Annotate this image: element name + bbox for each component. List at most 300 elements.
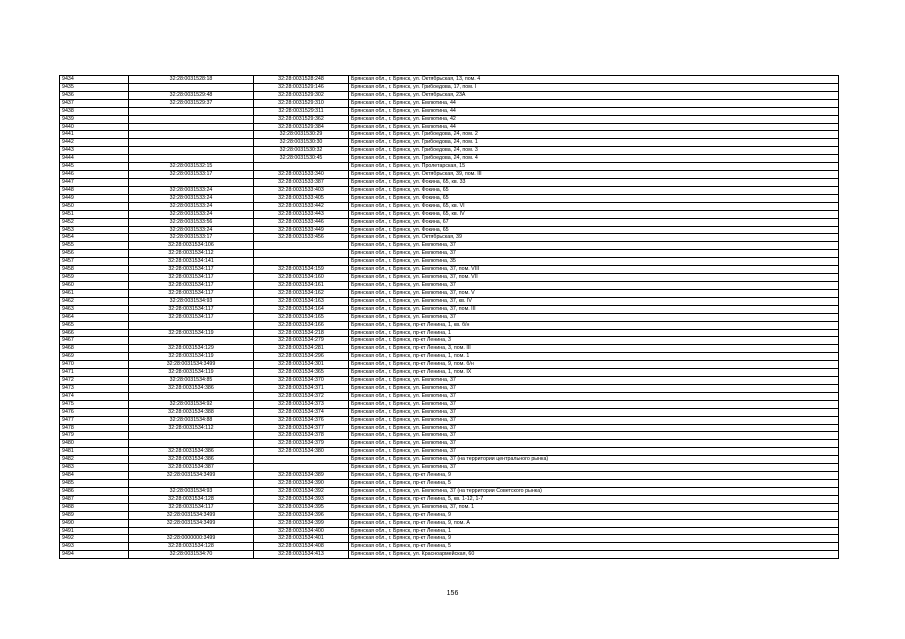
row-number-cell: 9454 <box>60 234 129 242</box>
land-cadastral-number-cell: 32:28:0031529:37 <box>129 99 254 107</box>
address-cell: Брянская обл., г. Брянск, ул. Емлютина, 37 <box>349 448 839 456</box>
address-cell: Брянская обл., г. Брянск, пр-кт Ленина, 9 <box>349 535 839 543</box>
table-row <box>60 202 839 210</box>
land-cadastral-number-cell: 32:28:0031534:93 <box>129 297 254 305</box>
object-cadastral-number-cell <box>254 258 349 266</box>
address-cell: Брянская обл., г. Брянск, пр-кт Ленина, 9 <box>349 472 839 480</box>
address-cell: Брянская обл., г. Брянск, пр-кт Ленина, 1, кв. б/н <box>349 321 839 329</box>
object-cadastral-number-cell: 32:28:0031529:146 <box>254 83 349 91</box>
table-row <box>60 495 839 503</box>
address-cell: Брянская обл., г. Брянск, ул. Емлютина, 37 <box>349 392 839 400</box>
table-row <box>60 503 839 511</box>
address-cell: Брянская обл., г. Брянск, пр-кт Ленина, 5 <box>349 543 839 551</box>
land-cadastral-number-cell <box>129 480 254 488</box>
row-number-cell: 9474 <box>60 392 129 400</box>
row-number-cell: 9481 <box>60 448 129 456</box>
object-cadastral-number-cell: 32:28:0031534:162 <box>254 289 349 297</box>
address-cell: Брянская обл., г. Брянск, ул. Фокина, 65 <box>349 186 839 194</box>
land-cadastral-number-cell: 32:28:0031534:129 <box>129 345 254 353</box>
address-cell: Брянская обл., г. Брянск, ул. Пролетарская, 15 <box>349 163 839 171</box>
address-cell: Брянская обл., г. Брянск, ул. Фокина, 65 <box>349 226 839 234</box>
address-cell: Брянская обл., г. Брянск, ул. Октябрьская, 39 <box>349 234 839 242</box>
address-cell: Брянская обл., г. Брянск, пр-кт Ленина, 9 <box>349 511 839 519</box>
land-cadastral-number-cell <box>129 123 254 131</box>
object-cadastral-number-cell: 32:28:0031534:296 <box>254 353 349 361</box>
land-cadastral-number-cell: 32:28:0031534:117 <box>129 281 254 289</box>
table-row <box>60 408 839 416</box>
table-row <box>60 91 839 99</box>
row-number-cell: 9485 <box>60 480 129 488</box>
table-row <box>60 281 839 289</box>
object-cadastral-number-cell: 32:28:0031534:279 <box>254 337 349 345</box>
land-cadastral-number-cell: 32:28:0031533:17 <box>129 234 254 242</box>
row-number-cell: 9448 <box>60 186 129 194</box>
table-row <box>60 321 839 329</box>
address-cell: Брянская обл., г. Брянск, ул. Фокина, 65 <box>349 194 839 202</box>
object-cadastral-number-cell: 32:28:0031534:281 <box>254 345 349 353</box>
table-row <box>60 123 839 131</box>
table-row <box>60 369 839 377</box>
table-row <box>60 218 839 226</box>
object-cadastral-number-cell <box>254 163 349 171</box>
table-row <box>60 289 839 297</box>
page-number: 156 <box>446 590 459 597</box>
land-cadastral-number-cell: 32:28:0031533:56 <box>129 218 254 226</box>
row-number-cell: 9473 <box>60 384 129 392</box>
object-cadastral-number-cell: 32:28:0031534:392 <box>254 487 349 495</box>
object-cadastral-number-cell: 32:28:0031534:413 <box>254 551 349 559</box>
object-cadastral-number-cell <box>254 464 349 472</box>
address-cell: Брянская обл., г. Брянск, ул. Емлютина, 37 <box>349 313 839 321</box>
object-cadastral-number-cell: 32:28:0031534:379 <box>254 440 349 448</box>
address-cell: Брянская обл., г. Брянск, ул. Емлютина, 37 <box>349 242 839 250</box>
address-cell: Брянская обл., г. Брянск, ул. Емлютина, 37 <box>349 377 839 385</box>
address-cell: Брянская обл., г. Брянск, ул. Красноармейская, 60 <box>349 551 839 559</box>
row-number-cell: 9486 <box>60 487 129 495</box>
table-row <box>60 250 839 258</box>
row-number-cell: 9444 <box>60 155 129 163</box>
address-cell: Брянская обл., г. Брянск, ул. Емлютина, 37, пом. VIII <box>349 266 839 274</box>
object-cadastral-number-cell: 32:28:0031529:311 <box>254 107 349 115</box>
object-cadastral-number-cell: 32:28:0031533:405 <box>254 194 349 202</box>
address-cell: Брянская обл., г. Брянск, ул. Емлютина, 44 <box>349 107 839 115</box>
row-number-cell: 9452 <box>60 218 129 226</box>
land-cadastral-number-cell: 32:28:0031534:70 <box>129 551 254 559</box>
object-cadastral-number-cell: 32:28:0031534:373 <box>254 400 349 408</box>
address-cell: Брянская обл., г. Брянск, ул. Емлютина, 37 <box>349 408 839 416</box>
row-number-cell: 9484 <box>60 472 129 480</box>
land-cadastral-number-cell <box>129 392 254 400</box>
table-row <box>60 448 839 456</box>
address-cell: Брянская обл., г. Брянск, пр-кт Ленина, 5, кв. 1-12, 1-7 <box>349 495 839 503</box>
registry-table <box>59 75 839 559</box>
address-cell: Брянская обл., г. Брянск, ул. Емлютина, 37 <box>349 464 839 472</box>
table-row <box>60 210 839 218</box>
object-cadastral-number-cell: 32:28:0031534:408 <box>254 543 349 551</box>
land-cadastral-number-cell: 32:28:0031534:141 <box>129 258 254 266</box>
land-cadastral-number-cell <box>129 139 254 147</box>
address-cell: Брянская обл., г. Брянск, ул. Грибоедова, 24, пом. 2 <box>349 131 839 139</box>
object-cadastral-number-cell: 32:28:0031533:446 <box>254 218 349 226</box>
address-cell: Брянская обл., г. Брянск, ул. Емлютина, 37 <box>349 400 839 408</box>
land-cadastral-number-cell: 32:28:0031534:3499 <box>129 472 254 480</box>
row-number-cell: 9451 <box>60 210 129 218</box>
row-number-cell: 9465 <box>60 321 129 329</box>
table-row <box>60 384 839 392</box>
land-cadastral-number-cell <box>129 178 254 186</box>
land-cadastral-number-cell <box>129 83 254 91</box>
address-cell: Брянская обл., г. Брянск, ул. Емлютина, 37, пом. V <box>349 289 839 297</box>
address-cell: Брянская обл., г. Брянск, ул. Фокина, 65, кв. IV <box>349 210 839 218</box>
object-cadastral-number-cell: 32:28:0031534:374 <box>254 408 349 416</box>
object-cadastral-number-cell: 32:28:0031533:340 <box>254 171 349 179</box>
table-row <box>60 440 839 448</box>
row-number-cell: 9472 <box>60 377 129 385</box>
address-cell: Брянская обл., г. Брянск, ул. Октябрьская, 39, пом. III <box>349 171 839 179</box>
land-cadastral-number-cell <box>129 115 254 123</box>
table-row <box>60 139 839 147</box>
land-cadastral-number-cell: 32:28:0031534:106 <box>129 242 254 250</box>
table-row <box>60 163 839 171</box>
table-row <box>60 186 839 194</box>
land-cadastral-number-cell <box>129 337 254 345</box>
object-cadastral-number-cell: 32:28:0031534:371 <box>254 384 349 392</box>
address-cell: Брянская обл., г. Брянск, ул. Октябрьская, 23А <box>349 91 839 99</box>
object-cadastral-number-cell: 32:28:0031534:395 <box>254 503 349 511</box>
address-cell: Брянская обл., г. Брянск, ул. Емлютина, 35 <box>349 258 839 266</box>
address-cell: Брянская обл., г. Брянск, пр-кт Ленина, 1, пом. IX <box>349 369 839 377</box>
object-cadastral-number-cell: 32:28:0031534:378 <box>254 432 349 440</box>
land-cadastral-number-cell: 32:28:0031534:128 <box>129 543 254 551</box>
address-cell: Брянская обл., г. Брянск, ул. Емлютина, 44 <box>349 123 839 131</box>
table-row <box>60 551 839 559</box>
object-cadastral-number-cell: 32:28:0031529:310 <box>254 99 349 107</box>
row-number-cell: 9456 <box>60 250 129 258</box>
row-number-cell: 9482 <box>60 456 129 464</box>
row-number-cell: 9494 <box>60 551 129 559</box>
table-row <box>60 400 839 408</box>
table-row <box>60 535 839 543</box>
row-number-cell: 9483 <box>60 464 129 472</box>
row-number-cell: 9434 <box>60 76 129 84</box>
land-cadastral-number-cell: 32:28:0031533:24 <box>129 210 254 218</box>
address-cell: Брянская обл., г. Брянск, ул. Емлютина, 37 <box>349 384 839 392</box>
row-number-cell: 9463 <box>60 305 129 313</box>
table-row <box>60 147 839 155</box>
row-number-cell: 9470 <box>60 361 129 369</box>
table-row <box>60 424 839 432</box>
object-cadastral-number-cell: 32:28:0031533:456 <box>254 234 349 242</box>
land-cadastral-number-cell: 32:28:0031534:119 <box>129 353 254 361</box>
object-cadastral-number-cell: 32:28:0031530:32 <box>254 147 349 155</box>
object-cadastral-number-cell: 32:28:0031534:370 <box>254 377 349 385</box>
object-cadastral-number-cell: 32:28:0031534:372 <box>254 392 349 400</box>
object-cadastral-number-cell: 32:28:0031533:387 <box>254 178 349 186</box>
land-cadastral-number-cell: 32:28:0031534:117 <box>129 266 254 274</box>
table-row <box>60 472 839 480</box>
row-number-cell: 9469 <box>60 353 129 361</box>
land-cadastral-number-cell <box>129 107 254 115</box>
land-cadastral-number-cell: 32:28:0031534:387 <box>129 464 254 472</box>
table-row <box>60 115 839 123</box>
table-row <box>60 361 839 369</box>
row-number-cell: 9440 <box>60 123 129 131</box>
object-cadastral-number-cell: 32:28:0031534:400 <box>254 527 349 535</box>
address-cell: Брянская обл., г. Брянск, ул. Емлютина, 44 <box>349 99 839 107</box>
table-row <box>60 519 839 527</box>
table-row <box>60 234 839 242</box>
row-number-cell: 9490 <box>60 519 129 527</box>
address-cell: Брянская обл., г. Брянск, пр-кт Ленина, 1 <box>349 527 839 535</box>
address-cell: Брянская обл., г. Брянск, ул. Емлютина, 37 <box>349 424 839 432</box>
row-number-cell: 9450 <box>60 202 129 210</box>
address-cell: Брянская обл., г. Брянск, ул. Емлютина, 42 <box>349 115 839 123</box>
row-number-cell: 9471 <box>60 369 129 377</box>
table-row <box>60 76 839 84</box>
object-cadastral-number-cell: 32:28:0031534:380 <box>254 448 349 456</box>
object-cadastral-number-cell: 32:28:0031534:399 <box>254 519 349 527</box>
table-row <box>60 258 839 266</box>
row-number-cell: 9457 <box>60 258 129 266</box>
row-number-cell: 9461 <box>60 289 129 297</box>
address-cell: Брянская обл., г. Брянск, ул. Октябрьская, 13, пом. 4 <box>349 76 839 84</box>
table-row <box>60 337 839 345</box>
object-cadastral-number-cell <box>254 242 349 250</box>
table-row <box>60 313 839 321</box>
land-cadastral-number-cell: 32:28:0031534:85 <box>129 377 254 385</box>
address-cell: Брянская обл., г. Брянск, пр-кт Ленина, 1 <box>349 329 839 337</box>
object-cadastral-number-cell: 32:28:0031534:218 <box>254 329 349 337</box>
object-cadastral-number-cell: 32:28:0031534:390 <box>254 480 349 488</box>
object-cadastral-number-cell: 32:28:0031534:401 <box>254 535 349 543</box>
table-row <box>60 353 839 361</box>
land-cadastral-number-cell: 32:28:0031534:3499 <box>129 519 254 527</box>
row-number-cell: 9435 <box>60 83 129 91</box>
object-cadastral-number-cell: 32:28:0031534:164 <box>254 305 349 313</box>
object-cadastral-number-cell: 32:28:0031529:362 <box>254 115 349 123</box>
row-number-cell: 9462 <box>60 297 129 305</box>
object-cadastral-number-cell <box>254 456 349 464</box>
address-cell: Брянская обл., г. Брянск, пр-кт Ленина, 5 <box>349 480 839 488</box>
address-cell: Брянская обл., г. Брянск, ул. Емлютина, 37 <box>349 432 839 440</box>
land-cadastral-number-cell: 32:28:0031534:3499 <box>129 361 254 369</box>
address-cell: Брянская обл., г. Брянск, ул. Емлютина, 37 <box>349 250 839 258</box>
address-cell: Брянская обл., г. Брянск, ул. Фокина, 65, кв. 33 <box>349 178 839 186</box>
object-cadastral-number-cell: 32:28:0031530:45 <box>254 155 349 163</box>
table-row <box>60 377 839 385</box>
address-cell: Брянская обл., г. Брянск, пр-кт Ленина, 9, пом. А <box>349 519 839 527</box>
row-number-cell: 9479 <box>60 432 129 440</box>
object-cadastral-number-cell: 32:28:0031529:302 <box>254 91 349 99</box>
registry-table-body <box>60 76 839 559</box>
object-cadastral-number-cell: 32:28:0031533:449 <box>254 226 349 234</box>
row-number-cell: 9487 <box>60 495 129 503</box>
land-cadastral-number-cell: 32:28:0031533:24 <box>129 202 254 210</box>
address-cell: Брянская обл., г. Брянск, ул. Емлютина, 37 <box>349 440 839 448</box>
object-cadastral-number-cell: 32:28:0031534:159 <box>254 266 349 274</box>
object-cadastral-number-cell: 32:28:0031533:442 <box>254 202 349 210</box>
land-cadastral-number-cell: 32:28:0031534:119 <box>129 369 254 377</box>
address-cell: Брянская обл., г. Брянск, ул. Емлютина, 37, пом. 1 <box>349 503 839 511</box>
land-cadastral-number-cell: 32:28:0031534:112 <box>129 250 254 258</box>
row-number-cell: 9464 <box>60 313 129 321</box>
land-cadastral-number-cell: 32:28:0031534:386 <box>129 384 254 392</box>
row-number-cell: 9436 <box>60 91 129 99</box>
object-cadastral-number-cell: 32:28:0031530:29 <box>254 131 349 139</box>
land-cadastral-number-cell <box>129 527 254 535</box>
row-number-cell: 9467 <box>60 337 129 345</box>
row-number-cell: 9438 <box>60 107 129 115</box>
row-number-cell: 9453 <box>60 226 129 234</box>
table-row <box>60 464 839 472</box>
object-cadastral-number-cell: 32:28:0031533:443 <box>254 210 349 218</box>
row-number-cell: 9480 <box>60 440 129 448</box>
table-row <box>60 487 839 495</box>
object-cadastral-number-cell <box>254 250 349 258</box>
row-number-cell: 9446 <box>60 171 129 179</box>
land-cadastral-number-cell: 32:28:0031534:119 <box>129 329 254 337</box>
object-cadastral-number-cell: 32:28:0031534:376 <box>254 416 349 424</box>
row-number-cell: 9449 <box>60 194 129 202</box>
land-cadastral-number-cell: 32:28:0031534:92 <box>129 400 254 408</box>
address-cell: Брянская обл., г. Брянск, пр-кт Ленина, 9, пом. б/н <box>349 361 839 369</box>
land-cadastral-number-cell: 32:28:0031534:117 <box>129 313 254 321</box>
land-cadastral-number-cell: 32:28:0031533:24 <box>129 194 254 202</box>
land-cadastral-number-cell: 32:28:0031534:117 <box>129 503 254 511</box>
land-cadastral-number-cell <box>129 131 254 139</box>
table-row <box>60 274 839 282</box>
object-cadastral-number-cell: 32:28:0031534:163 <box>254 297 349 305</box>
land-cadastral-number-cell: 32:28:0031534:388 <box>129 408 254 416</box>
object-cadastral-number-cell: 32:28:0031533:403 <box>254 186 349 194</box>
row-number-cell: 9491 <box>60 527 129 535</box>
table-row <box>60 171 839 179</box>
object-cadastral-number-cell: 32:28:0031534:377 <box>254 424 349 432</box>
land-cadastral-number-cell: 32:28:0031534:117 <box>129 289 254 297</box>
row-number-cell: 9466 <box>60 329 129 337</box>
address-cell: Брянская обл., г. Брянск, ул. Грибоедова, 17, пом. I <box>349 83 839 91</box>
table-row <box>60 242 839 250</box>
land-cadastral-number-cell: 32:28:0031534:117 <box>129 305 254 313</box>
table-row <box>60 297 839 305</box>
land-cadastral-number-cell: 32:28:0031533:17 <box>129 171 254 179</box>
land-cadastral-number-cell: 32:28:0031533:24 <box>129 186 254 194</box>
row-number-cell: 9445 <box>60 163 129 171</box>
row-number-cell: 9439 <box>60 115 129 123</box>
row-number-cell: 9455 <box>60 242 129 250</box>
table-row <box>60 480 839 488</box>
row-number-cell: 9441 <box>60 131 129 139</box>
land-cadastral-number-cell <box>129 432 254 440</box>
land-cadastral-number-cell: 32:28:0031528:18 <box>129 76 254 84</box>
table-row <box>60 131 839 139</box>
table-row <box>60 107 839 115</box>
object-cadastral-number-cell: 32:28:0031534:165 <box>254 313 349 321</box>
object-cadastral-number-cell: 32:28:0031534:393 <box>254 495 349 503</box>
row-number-cell: 9460 <box>60 281 129 289</box>
object-cadastral-number-cell: 32:28:0031534:365 <box>254 369 349 377</box>
object-cadastral-number-cell: 32:28:0031529:384 <box>254 123 349 131</box>
row-number-cell: 9447 <box>60 178 129 186</box>
land-cadastral-number-cell: 32:28:0031534:117 <box>129 274 254 282</box>
address-cell: Брянская обл., г. Брянск, ул. Грибоедова, 24, пом. 1 <box>349 139 839 147</box>
row-number-cell: 9458 <box>60 266 129 274</box>
address-cell: Брянская обл., г. Брянск, ул. Емлютина, 37 <box>349 416 839 424</box>
table-row <box>60 83 839 91</box>
table-row <box>60 527 839 535</box>
land-cadastral-number-cell: 32:28:0031534:128 <box>129 495 254 503</box>
address-cell: Брянская обл., г. Брянск, ул. Емлютина, 37 <box>349 281 839 289</box>
table-row <box>60 543 839 551</box>
table-row <box>60 432 839 440</box>
address-cell: Брянская обл., г. Брянск, ул. Фокина, 67 <box>349 218 839 226</box>
row-number-cell: 9492 <box>60 535 129 543</box>
table-row <box>60 266 839 274</box>
row-number-cell: 9477 <box>60 416 129 424</box>
object-cadastral-number-cell: 32:28:0031534:396 <box>254 511 349 519</box>
object-cadastral-number-cell: 32:28:0031530:30 <box>254 139 349 147</box>
land-cadastral-number-cell: 32:28:0000000:3499 <box>129 535 254 543</box>
address-cell: Брянская обл., г. Брянск, ул. Фокина, 65, кв. VI <box>349 202 839 210</box>
address-cell: Брянская обл., г. Брянск, ул. Емлютина, 37, пом. VII <box>349 274 839 282</box>
row-number-cell: 9468 <box>60 345 129 353</box>
table-row <box>60 511 839 519</box>
address-cell: Брянская обл., г. Брянск, ул. Емлютина, 37 (на территории центрального рынка) <box>349 456 839 464</box>
land-cadastral-number-cell: 32:28:0031534:93 <box>129 487 254 495</box>
table-row <box>60 155 839 163</box>
address-cell: Брянская обл., г. Брянск, ул. Емлютина, 37, пом. III <box>349 305 839 313</box>
table-row <box>60 329 839 337</box>
land-cadastral-number-cell <box>129 155 254 163</box>
address-cell: Брянская обл., г. Брянск, ул. Грибоедова, 24, пом. 4 <box>349 155 839 163</box>
row-number-cell: 9443 <box>60 147 129 155</box>
object-cadastral-number-cell: 32:28:0031534:166 <box>254 321 349 329</box>
address-cell: Брянская обл., г. Брянск, ул. Грибоедова, 24, пом. 3 <box>349 147 839 155</box>
row-number-cell: 9459 <box>60 274 129 282</box>
address-cell: Брянская обл., г. Брянск, пр-кт Ленина, 3, пом. III <box>349 345 839 353</box>
table-row <box>60 178 839 186</box>
row-number-cell: 9489 <box>60 511 129 519</box>
table-row <box>60 456 839 464</box>
object-cadastral-number-cell: 32:28:0031534:160 <box>254 274 349 282</box>
land-cadastral-number-cell: 32:28:0031534:88 <box>129 416 254 424</box>
land-cadastral-number-cell: 32:28:0031534:386 <box>129 448 254 456</box>
land-cadastral-number-cell: 32:28:0031534:3499 <box>129 511 254 519</box>
land-cadastral-number-cell: 32:28:0031534:112 <box>129 424 254 432</box>
address-cell: Брянская обл., г. Брянск, пр-кт Ленина, 1, пом. 1 <box>349 353 839 361</box>
address-cell: Брянская обл., г. Брянск, пр-кт Ленина, 3 <box>349 337 839 345</box>
object-cadastral-number-cell: 32:28:0031534:161 <box>254 281 349 289</box>
table-row <box>60 226 839 234</box>
address-cell: Брянская обл., г. Брянск, ул. Емлютина, 37, кв. IV <box>349 297 839 305</box>
land-cadastral-number-cell <box>129 147 254 155</box>
land-cadastral-number-cell: 32:28:0031532:15 <box>129 163 254 171</box>
table-row <box>60 99 839 107</box>
land-cadastral-number-cell: 32:28:0031529:48 <box>129 91 254 99</box>
row-number-cell: 9488 <box>60 503 129 511</box>
table-row <box>60 305 839 313</box>
address-cell: Брянская обл., г. Брянск, ул. Емлютина, 37 (на территории Советского рынка) <box>349 487 839 495</box>
row-number-cell: 9437 <box>60 99 129 107</box>
row-number-cell: 9442 <box>60 139 129 147</box>
land-cadastral-number-cell <box>129 321 254 329</box>
object-cadastral-number-cell: 32:28:0031534:301 <box>254 361 349 369</box>
row-number-cell: 9475 <box>60 400 129 408</box>
table-row <box>60 416 839 424</box>
table-row <box>60 392 839 400</box>
table-row <box>60 345 839 353</box>
land-cadastral-number-cell: 32:28:0031533:24 <box>129 226 254 234</box>
